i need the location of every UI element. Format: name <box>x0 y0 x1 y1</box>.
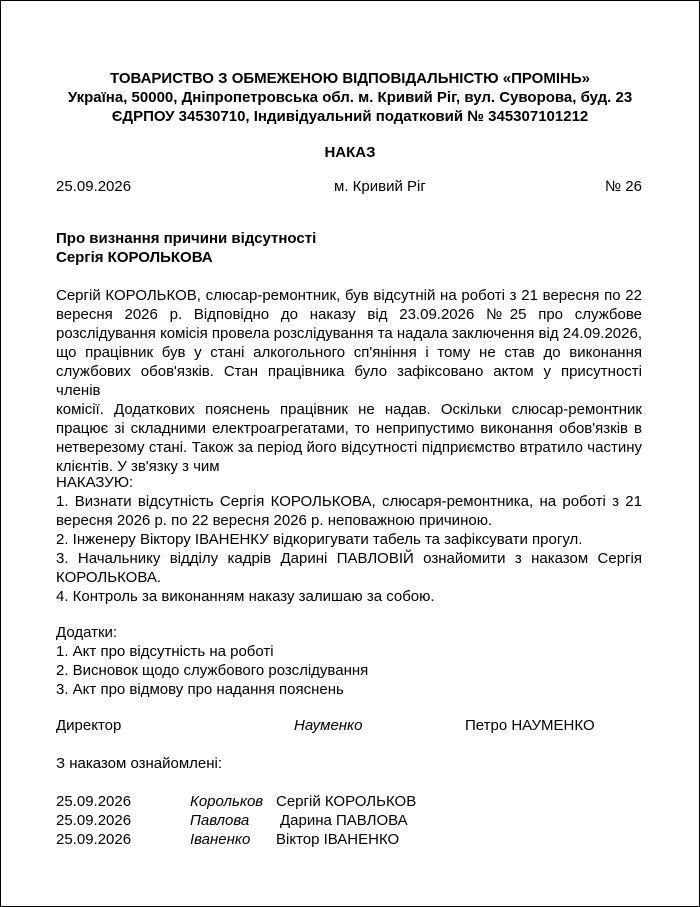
body-paragraph <box>56 286 642 476</box>
document-type: НАКАЗ <box>324 144 376 161</box>
body-line: що працівник був у стані алкогольного сп'яніння і тому не став до виконання <box>56 344 642 361</box>
director-name: Петро НАУМЕНКО <box>465 717 595 734</box>
order-number: № 26 <box>605 178 642 195</box>
ack-date: 25.09.2026 <box>56 831 132 848</box>
ack-signature: Іваненко <box>190 831 251 848</box>
company-name: ТОВАРИСТВО З ОБМЕЖЕНОЮ ВІДПОВІДАЛЬНІСТЮ «ПРОМІНЬ» <box>110 70 590 87</box>
ack-name: Сергій КОРОЛЬКОВ <box>276 793 417 810</box>
order-item-4: 4. Контроль за виконанням наказу залишаю за собою. <box>56 588 435 605</box>
attachment-item: 2. Висновок щодо службового розслідування <box>56 662 369 679</box>
body-line: службових обов'язків. Стан працівника було зафіксовано актом у присутності членів <box>56 363 642 399</box>
company-address: Україна, 50000, Дніпропетровська обл. м. Кривий Ріг, вул. Суворова, буд. 23 <box>67 89 633 106</box>
subject-line-2: Сергія КОРОЛЬКОВА <box>56 249 213 266</box>
acknowledged-heading: З наказом ознайомлені: <box>56 755 223 772</box>
ack-date: 25.09.2026 <box>56 812 132 829</box>
order-date: 25.09.2026 <box>56 178 132 195</box>
order-item-1-line-2: вересня 2026 р. по 22 вересня 2026 р. неповажною причиною. <box>56 512 493 529</box>
body-line: комісії. Додаткових пояснень працівник не надав. Оскільки слюсар-ремонтник <box>56 401 642 418</box>
orders-heading: НАКАЗУЮ: <box>56 474 134 491</box>
body-line: нетверезому стані. Також за період його відсутності підприємство втратило частину <box>56 439 642 456</box>
subject-line-1: Про визнання причини відсутності <box>56 230 317 247</box>
company-ids: ЄДРПОУ 34530710, Індивідуальний податковий № 345307101212 <box>111 108 589 125</box>
ack-signature: Корольков <box>190 793 264 810</box>
ack-date: 25.09.2026 <box>56 793 132 810</box>
order-item-2: 2. Інженеру Віктору ІВАНЕНКУ відкоригувати табель та зафіксувати прогул. <box>56 531 583 548</box>
body-line: клієнтів. У зв'язку з чим <box>56 458 220 475</box>
order-item-3 <box>56 549 642 587</box>
order-city: м. Кривий Ріг <box>334 178 426 195</box>
ack-name: Дарина ПАВЛОВА <box>280 812 408 829</box>
body-line: вересня 2026 р. Відповідно до наказу від 23.09.2026 №25 про службове <box>56 306 642 323</box>
order-item-3-line-2: КОРОЛЬКОВА. <box>56 569 162 586</box>
director-title: Директор <box>56 717 122 734</box>
body-line: Сергій КОРОЛЬКОВ, слюсар-ремонтник, був відсутній на роботі з 21 вересня по 22 <box>56 287 642 304</box>
body-line: працює зі складними електроагрегатами, то неприпустимо виконання обов'язків в <box>56 420 642 437</box>
attachments-heading: Додатки: <box>56 624 118 641</box>
body-line: розслідування комісія провела розслідування та надала заключення від 24.09.2026, <box>56 325 642 342</box>
ack-name: Віктор ІВАНЕНКО <box>276 831 400 848</box>
order-item-3-line-1: 3. Начальнику відділу кадрів Дарині ПАВЛОВІЙ ознайомити з наказом Сергія <box>56 550 642 567</box>
order-item-1 <box>56 492 642 530</box>
attachment-item: 1. Акт про відсутність на роботі <box>56 643 274 660</box>
director-signature: Науменко <box>294 717 363 734</box>
ack-signature: Павлова <box>190 812 250 829</box>
attachment-item: 3. Акт про відмову про надання пояснень <box>56 681 344 698</box>
order-item-1-line-1: 1. Визнати відсутність Сергія КОРОЛЬКОВА, слюсаря-ремонтника, на роботі з 21 <box>56 493 642 510</box>
